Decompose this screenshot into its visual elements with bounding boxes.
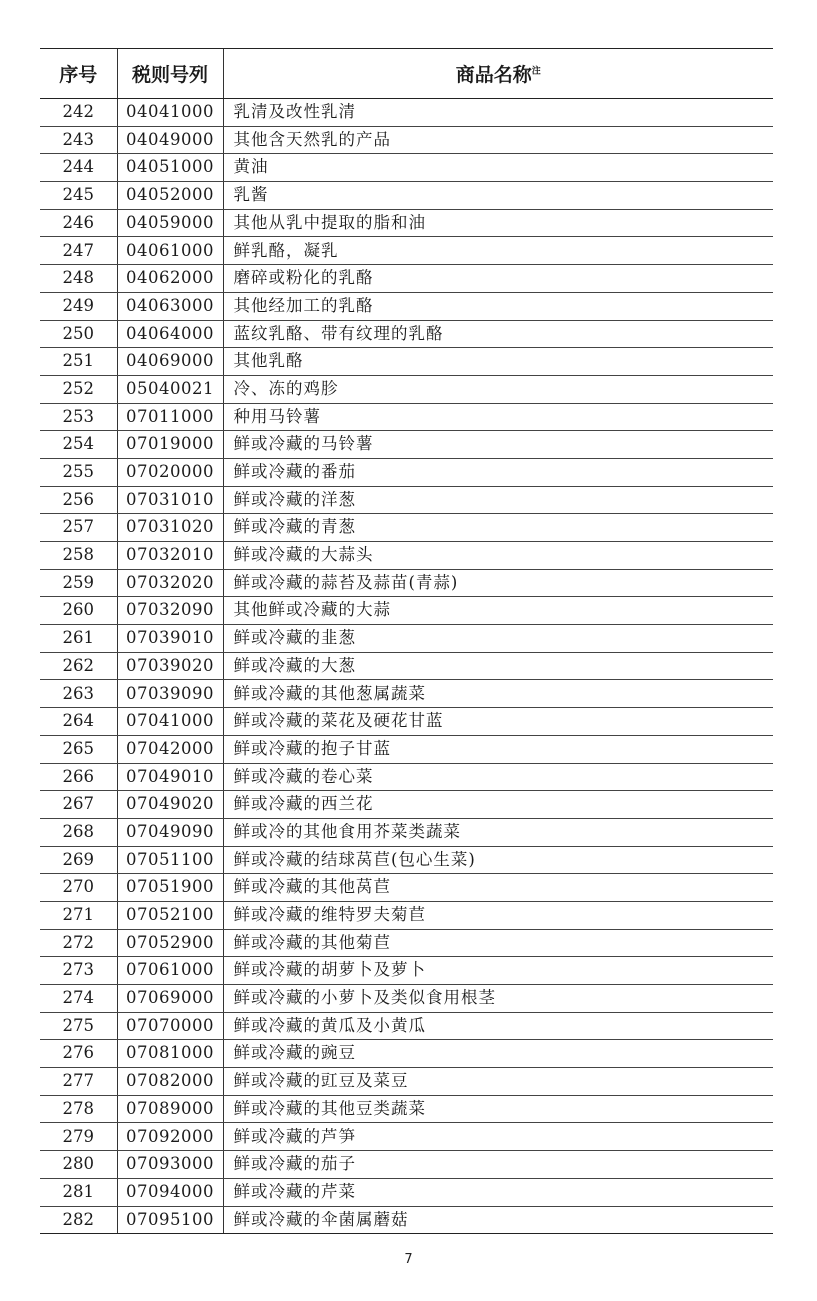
row-index: 279 bbox=[40, 1123, 117, 1151]
row-product-name: 其他含天然乳的产品 bbox=[223, 126, 773, 154]
row-tariff-code: 07032090 bbox=[117, 597, 223, 625]
row-tariff-code: 07020000 bbox=[117, 458, 223, 486]
table-body bbox=[40, 99, 773, 1234]
table-row bbox=[40, 514, 773, 542]
table-row bbox=[40, 1178, 773, 1206]
table-row bbox=[40, 486, 773, 514]
row-index: 242 bbox=[40, 99, 117, 127]
table-row bbox=[40, 99, 773, 127]
table-row bbox=[40, 403, 773, 431]
row-tariff-code: 07049020 bbox=[117, 791, 223, 819]
row-index: 280 bbox=[40, 1151, 117, 1179]
row-index: 259 bbox=[40, 569, 117, 597]
row-product-name: 蓝纹乳酪、带有纹理的乳酪 bbox=[223, 320, 773, 348]
row-index: 264 bbox=[40, 708, 117, 736]
row-index: 265 bbox=[40, 735, 117, 763]
row-tariff-code: 07039020 bbox=[117, 652, 223, 680]
table-row bbox=[40, 1040, 773, 1068]
row-tariff-code: 07032020 bbox=[117, 569, 223, 597]
row-tariff-code: 07094000 bbox=[117, 1178, 223, 1206]
header-name-note: 注 bbox=[531, 66, 541, 77]
row-index: 281 bbox=[40, 1178, 117, 1206]
row-index: 251 bbox=[40, 348, 117, 376]
tariff-table-container bbox=[40, 48, 773, 1234]
row-tariff-code: 07039010 bbox=[117, 625, 223, 653]
row-product-name: 鲜或冷藏的豇豆及菜豆 bbox=[223, 1068, 773, 1096]
row-tariff-code: 07041000 bbox=[117, 708, 223, 736]
table-row bbox=[40, 1012, 773, 1040]
table-row bbox=[40, 182, 773, 210]
row-index: 261 bbox=[40, 625, 117, 653]
table-row bbox=[40, 680, 773, 708]
row-tariff-code: 04064000 bbox=[117, 320, 223, 348]
row-index: 274 bbox=[40, 985, 117, 1013]
row-product-name: 鲜或冷藏的伞菌属蘑菇 bbox=[223, 1206, 773, 1234]
table-row bbox=[40, 431, 773, 459]
row-product-name: 种用马铃薯 bbox=[223, 403, 773, 431]
row-product-name: 鲜或冷藏的马铃薯 bbox=[223, 431, 773, 459]
row-tariff-code: 07082000 bbox=[117, 1068, 223, 1096]
row-product-name: 其他经加工的乳酪 bbox=[223, 292, 773, 320]
row-index: 257 bbox=[40, 514, 117, 542]
row-tariff-code: 07042000 bbox=[117, 735, 223, 763]
row-product-name: 鲜或冷藏的其他葱属蔬菜 bbox=[223, 680, 773, 708]
row-product-name: 鲜或冷藏的小萝卜及类似食用根茎 bbox=[223, 985, 773, 1013]
row-product-name: 鲜或冷藏的维特罗夫菊苣 bbox=[223, 901, 773, 929]
row-product-name: 鲜或冷藏的抱子甘蓝 bbox=[223, 735, 773, 763]
row-index: 263 bbox=[40, 680, 117, 708]
table-row bbox=[40, 375, 773, 403]
row-index: 272 bbox=[40, 929, 117, 957]
row-index: 270 bbox=[40, 874, 117, 902]
row-tariff-code: 07061000 bbox=[117, 957, 223, 985]
table-row bbox=[40, 625, 773, 653]
header-row bbox=[40, 49, 773, 99]
table-row bbox=[40, 818, 773, 846]
table-row bbox=[40, 708, 773, 736]
table-row bbox=[40, 901, 773, 929]
table-header bbox=[40, 49, 773, 99]
row-product-name: 鲜或冷藏的其他莴苣 bbox=[223, 874, 773, 902]
table-row bbox=[40, 237, 773, 265]
row-product-name: 鲜或冷藏的西兰花 bbox=[223, 791, 773, 819]
row-index: 282 bbox=[40, 1206, 117, 1234]
table-row bbox=[40, 846, 773, 874]
row-product-name: 鲜或冷藏的结球莴苣(包心生菜) bbox=[223, 846, 773, 874]
row-product-name: 黄油 bbox=[223, 154, 773, 182]
table-row bbox=[40, 348, 773, 376]
table-row bbox=[40, 1068, 773, 1096]
row-tariff-code: 07049090 bbox=[117, 818, 223, 846]
row-product-name: 鲜或冷藏的洋葱 bbox=[223, 486, 773, 514]
row-product-name: 其他乳酪 bbox=[223, 348, 773, 376]
table-row bbox=[40, 735, 773, 763]
table-row bbox=[40, 542, 773, 570]
row-tariff-code: 07052900 bbox=[117, 929, 223, 957]
row-tariff-code: 07049010 bbox=[117, 763, 223, 791]
row-product-name: 鲜或冷藏的芦笋 bbox=[223, 1123, 773, 1151]
row-product-name: 鲜或冷藏的番茄 bbox=[223, 458, 773, 486]
row-index: 267 bbox=[40, 791, 117, 819]
table-row bbox=[40, 1123, 773, 1151]
row-product-name: 鲜乳酪，凝乳 bbox=[223, 237, 773, 265]
row-product-name: 鲜或冷藏的菜花及硬花甘蓝 bbox=[223, 708, 773, 736]
table-row bbox=[40, 985, 773, 1013]
row-product-name: 鲜或冷藏的黄瓜及小黄瓜 bbox=[223, 1012, 773, 1040]
row-product-name: 鲜或冷藏的芹菜 bbox=[223, 1178, 773, 1206]
row-index: 255 bbox=[40, 458, 117, 486]
table-row bbox=[40, 1206, 773, 1234]
row-index: 254 bbox=[40, 431, 117, 459]
header-name bbox=[223, 49, 773, 99]
row-tariff-code: 07095100 bbox=[117, 1206, 223, 1234]
row-product-name: 鲜或冷藏的青葱 bbox=[223, 514, 773, 542]
row-tariff-code: 04062000 bbox=[117, 265, 223, 293]
row-product-name: 冷、冻的鸡胗 bbox=[223, 375, 773, 403]
header-code: 税则号列 bbox=[117, 49, 223, 99]
row-tariff-code: 07051900 bbox=[117, 874, 223, 902]
row-tariff-code: 07069000 bbox=[117, 985, 223, 1013]
row-tariff-code: 07089000 bbox=[117, 1095, 223, 1123]
row-product-name: 鲜或冷藏的其他豆类蔬菜 bbox=[223, 1095, 773, 1123]
row-index: 253 bbox=[40, 403, 117, 431]
row-tariff-code: 04069000 bbox=[117, 348, 223, 376]
row-index: 245 bbox=[40, 182, 117, 210]
row-product-name: 鲜或冷藏的蒜苔及蒜苗(青蒜) bbox=[223, 569, 773, 597]
row-tariff-code: 07052100 bbox=[117, 901, 223, 929]
row-index: 256 bbox=[40, 486, 117, 514]
row-product-name: 其他鲜或冷藏的大蒜 bbox=[223, 597, 773, 625]
header-name-text: 商品名称 bbox=[455, 64, 532, 86]
table-row bbox=[40, 458, 773, 486]
row-tariff-code: 07031010 bbox=[117, 486, 223, 514]
row-product-name: 鲜或冷藏的大蒜头 bbox=[223, 542, 773, 570]
row-index: 247 bbox=[40, 237, 117, 265]
row-tariff-code: 07070000 bbox=[117, 1012, 223, 1040]
table-row bbox=[40, 1095, 773, 1123]
row-tariff-code: 04063000 bbox=[117, 292, 223, 320]
table-row bbox=[40, 929, 773, 957]
table-row bbox=[40, 874, 773, 902]
tariff-table bbox=[40, 48, 773, 1234]
row-index: 266 bbox=[40, 763, 117, 791]
table-row bbox=[40, 957, 773, 985]
row-tariff-code: 04051000 bbox=[117, 154, 223, 182]
row-index: 275 bbox=[40, 1012, 117, 1040]
row-product-name: 其他从乳中提取的脂和油 bbox=[223, 209, 773, 237]
table-row bbox=[40, 652, 773, 680]
table-row bbox=[40, 569, 773, 597]
row-index: 269 bbox=[40, 846, 117, 874]
row-product-name: 鲜或冷藏的韭葱 bbox=[223, 625, 773, 653]
row-index: 277 bbox=[40, 1068, 117, 1096]
row-index: 278 bbox=[40, 1095, 117, 1123]
row-tariff-code: 07031020 bbox=[117, 514, 223, 542]
row-index: 273 bbox=[40, 957, 117, 985]
row-tariff-code: 05040021 bbox=[117, 375, 223, 403]
row-tariff-code: 07093000 bbox=[117, 1151, 223, 1179]
table-row bbox=[40, 763, 773, 791]
row-product-name: 鲜或冷藏的胡萝卜及萝卜 bbox=[223, 957, 773, 985]
row-tariff-code: 04061000 bbox=[117, 237, 223, 265]
row-tariff-code: 07011000 bbox=[117, 403, 223, 431]
row-index: 252 bbox=[40, 375, 117, 403]
table-row bbox=[40, 292, 773, 320]
row-index: 244 bbox=[40, 154, 117, 182]
row-tariff-code: 04049000 bbox=[117, 126, 223, 154]
row-product-name: 鲜或冷藏的豌豆 bbox=[223, 1040, 773, 1068]
table-row bbox=[40, 126, 773, 154]
row-tariff-code: 07051100 bbox=[117, 846, 223, 874]
table-row bbox=[40, 154, 773, 182]
row-product-name: 磨碎或粉化的乳酪 bbox=[223, 265, 773, 293]
row-index: 250 bbox=[40, 320, 117, 348]
table-row bbox=[40, 1151, 773, 1179]
table-row bbox=[40, 320, 773, 348]
row-tariff-code: 04059000 bbox=[117, 209, 223, 237]
row-product-name: 鲜或冷的其他食用芥菜类蔬菜 bbox=[223, 818, 773, 846]
row-index: 243 bbox=[40, 126, 117, 154]
row-index: 260 bbox=[40, 597, 117, 625]
table-row bbox=[40, 265, 773, 293]
row-tariff-code: 07032010 bbox=[117, 542, 223, 570]
row-tariff-code: 04041000 bbox=[117, 99, 223, 127]
row-tariff-code: 07019000 bbox=[117, 431, 223, 459]
row-tariff-code: 07092000 bbox=[117, 1123, 223, 1151]
row-index: 258 bbox=[40, 542, 117, 570]
row-index: 262 bbox=[40, 652, 117, 680]
row-product-name: 乳酱 bbox=[223, 182, 773, 210]
row-product-name: 乳清及改性乳清 bbox=[223, 99, 773, 127]
row-index: 249 bbox=[40, 292, 117, 320]
row-index: 248 bbox=[40, 265, 117, 293]
table-row bbox=[40, 209, 773, 237]
header-index: 序号 bbox=[40, 49, 117, 99]
row-index: 246 bbox=[40, 209, 117, 237]
page-number: 7 bbox=[404, 1252, 413, 1267]
table-row bbox=[40, 791, 773, 819]
row-index: 271 bbox=[40, 901, 117, 929]
row-tariff-code: 07039090 bbox=[117, 680, 223, 708]
row-tariff-code: 04052000 bbox=[117, 182, 223, 210]
row-index: 276 bbox=[40, 1040, 117, 1068]
row-tariff-code: 07081000 bbox=[117, 1040, 223, 1068]
row-product-name: 鲜或冷藏的大葱 bbox=[223, 652, 773, 680]
row-index: 268 bbox=[40, 818, 117, 846]
row-product-name: 鲜或冷藏的卷心菜 bbox=[223, 763, 773, 791]
row-product-name: 鲜或冷藏的茄子 bbox=[223, 1151, 773, 1179]
table-row bbox=[40, 597, 773, 625]
row-product-name: 鲜或冷藏的其他菊苣 bbox=[223, 929, 773, 957]
